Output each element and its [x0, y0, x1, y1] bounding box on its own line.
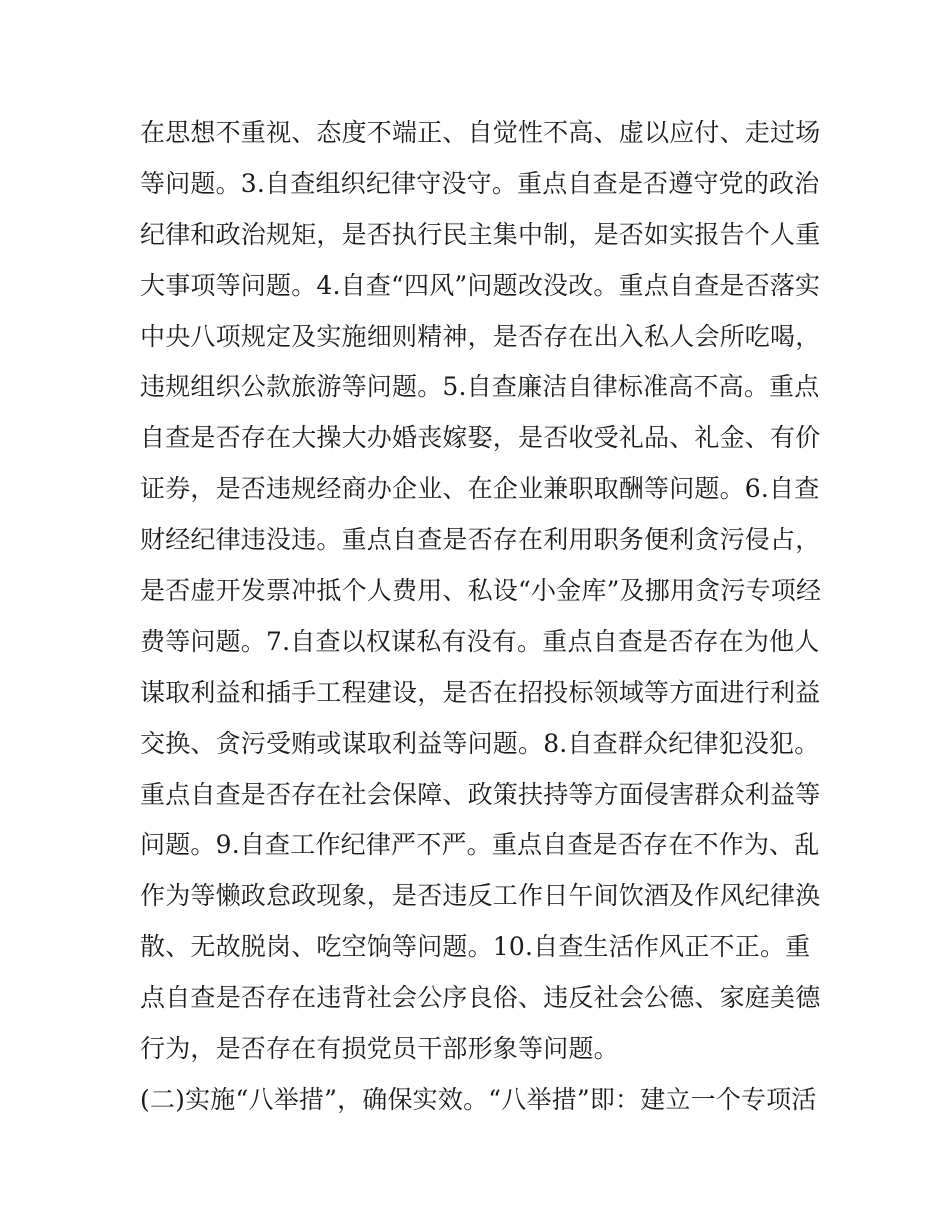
text-line-20: (二)实施“八举措”，确保实效。“八举措”即：建立一个专项活: [140, 1084, 817, 1114]
text-line-15: 问题。9.自查工作纪律严不严。重点自查是否存在不作为、乱: [140, 830, 820, 860]
text-line-7: 自查是否存在大操大办婚丧嫁娶，是否收受礼品、礼金、有价: [140, 423, 821, 453]
text-line-5: 中央八项规定及实施细则精神，是否存在出入私人会所吃喝，: [140, 321, 821, 351]
text-line-2: 等问题。3.自查组织纪律守没守。重点自查是否遵守党的政治: [140, 168, 820, 198]
text-line-13: 交换、贪污受贿或谋取利益等问题。8.自查群众纪律犯没犯。: [140, 728, 820, 758]
body-text: [140, 108, 820, 1126]
text-line-11: 费等问题。7.自查以权谋私有没有。重点自查是否存在为他人: [140, 626, 820, 656]
text-line-6: 违规组织公款旅游等问题。5.自查廉洁自律标准高不高。重点: [140, 372, 820, 402]
text-line-14: 重点自查是否存在社会保障、政策扶持等方面侵害群众利益等: [140, 779, 821, 809]
text-line-17: 散、无故脱岗、吃空饷等问题。10.自查生活作风正不正。重: [140, 932, 811, 962]
text-line-19: 行为，是否存在有损党员干部形象等问题。: [140, 1034, 619, 1064]
text-line-3: 纪律和政治规矩，是否执行民主集中制，是否如实报告个人重: [140, 219, 821, 249]
text-line-4: 大事项等问题。4.自查“四风”问题改没改。重点自查是否落实: [140, 270, 821, 300]
text-line-16: 作为等懒政怠政现象，是否违反工作日午间饮酒及作风纪律涣: [140, 881, 821, 911]
text-line-8: 证券，是否违规经商办企业、在企业兼职取酬等问题。6.自查: [140, 474, 820, 504]
text-line-1: 在思想不重视、态度不端正、自觉性不高、虚以应付、走过场: [140, 118, 821, 147]
text-line-10: 是否虚开发票冲抵个人费用、私设“小金库”及挪用贪污专项经: [140, 576, 822, 606]
text-line-9: 财经纪律违没违。重点自查是否存在利用职务便利贪污侵占，: [140, 525, 821, 555]
text-line-12: 谋取利益和插手工程建设，是否在招投标领域等方面进行利益: [140, 677, 821, 707]
text-line-18: 点自查是否存在违背社会公序良俗、违反社会公德、家庭美德: [140, 983, 821, 1013]
